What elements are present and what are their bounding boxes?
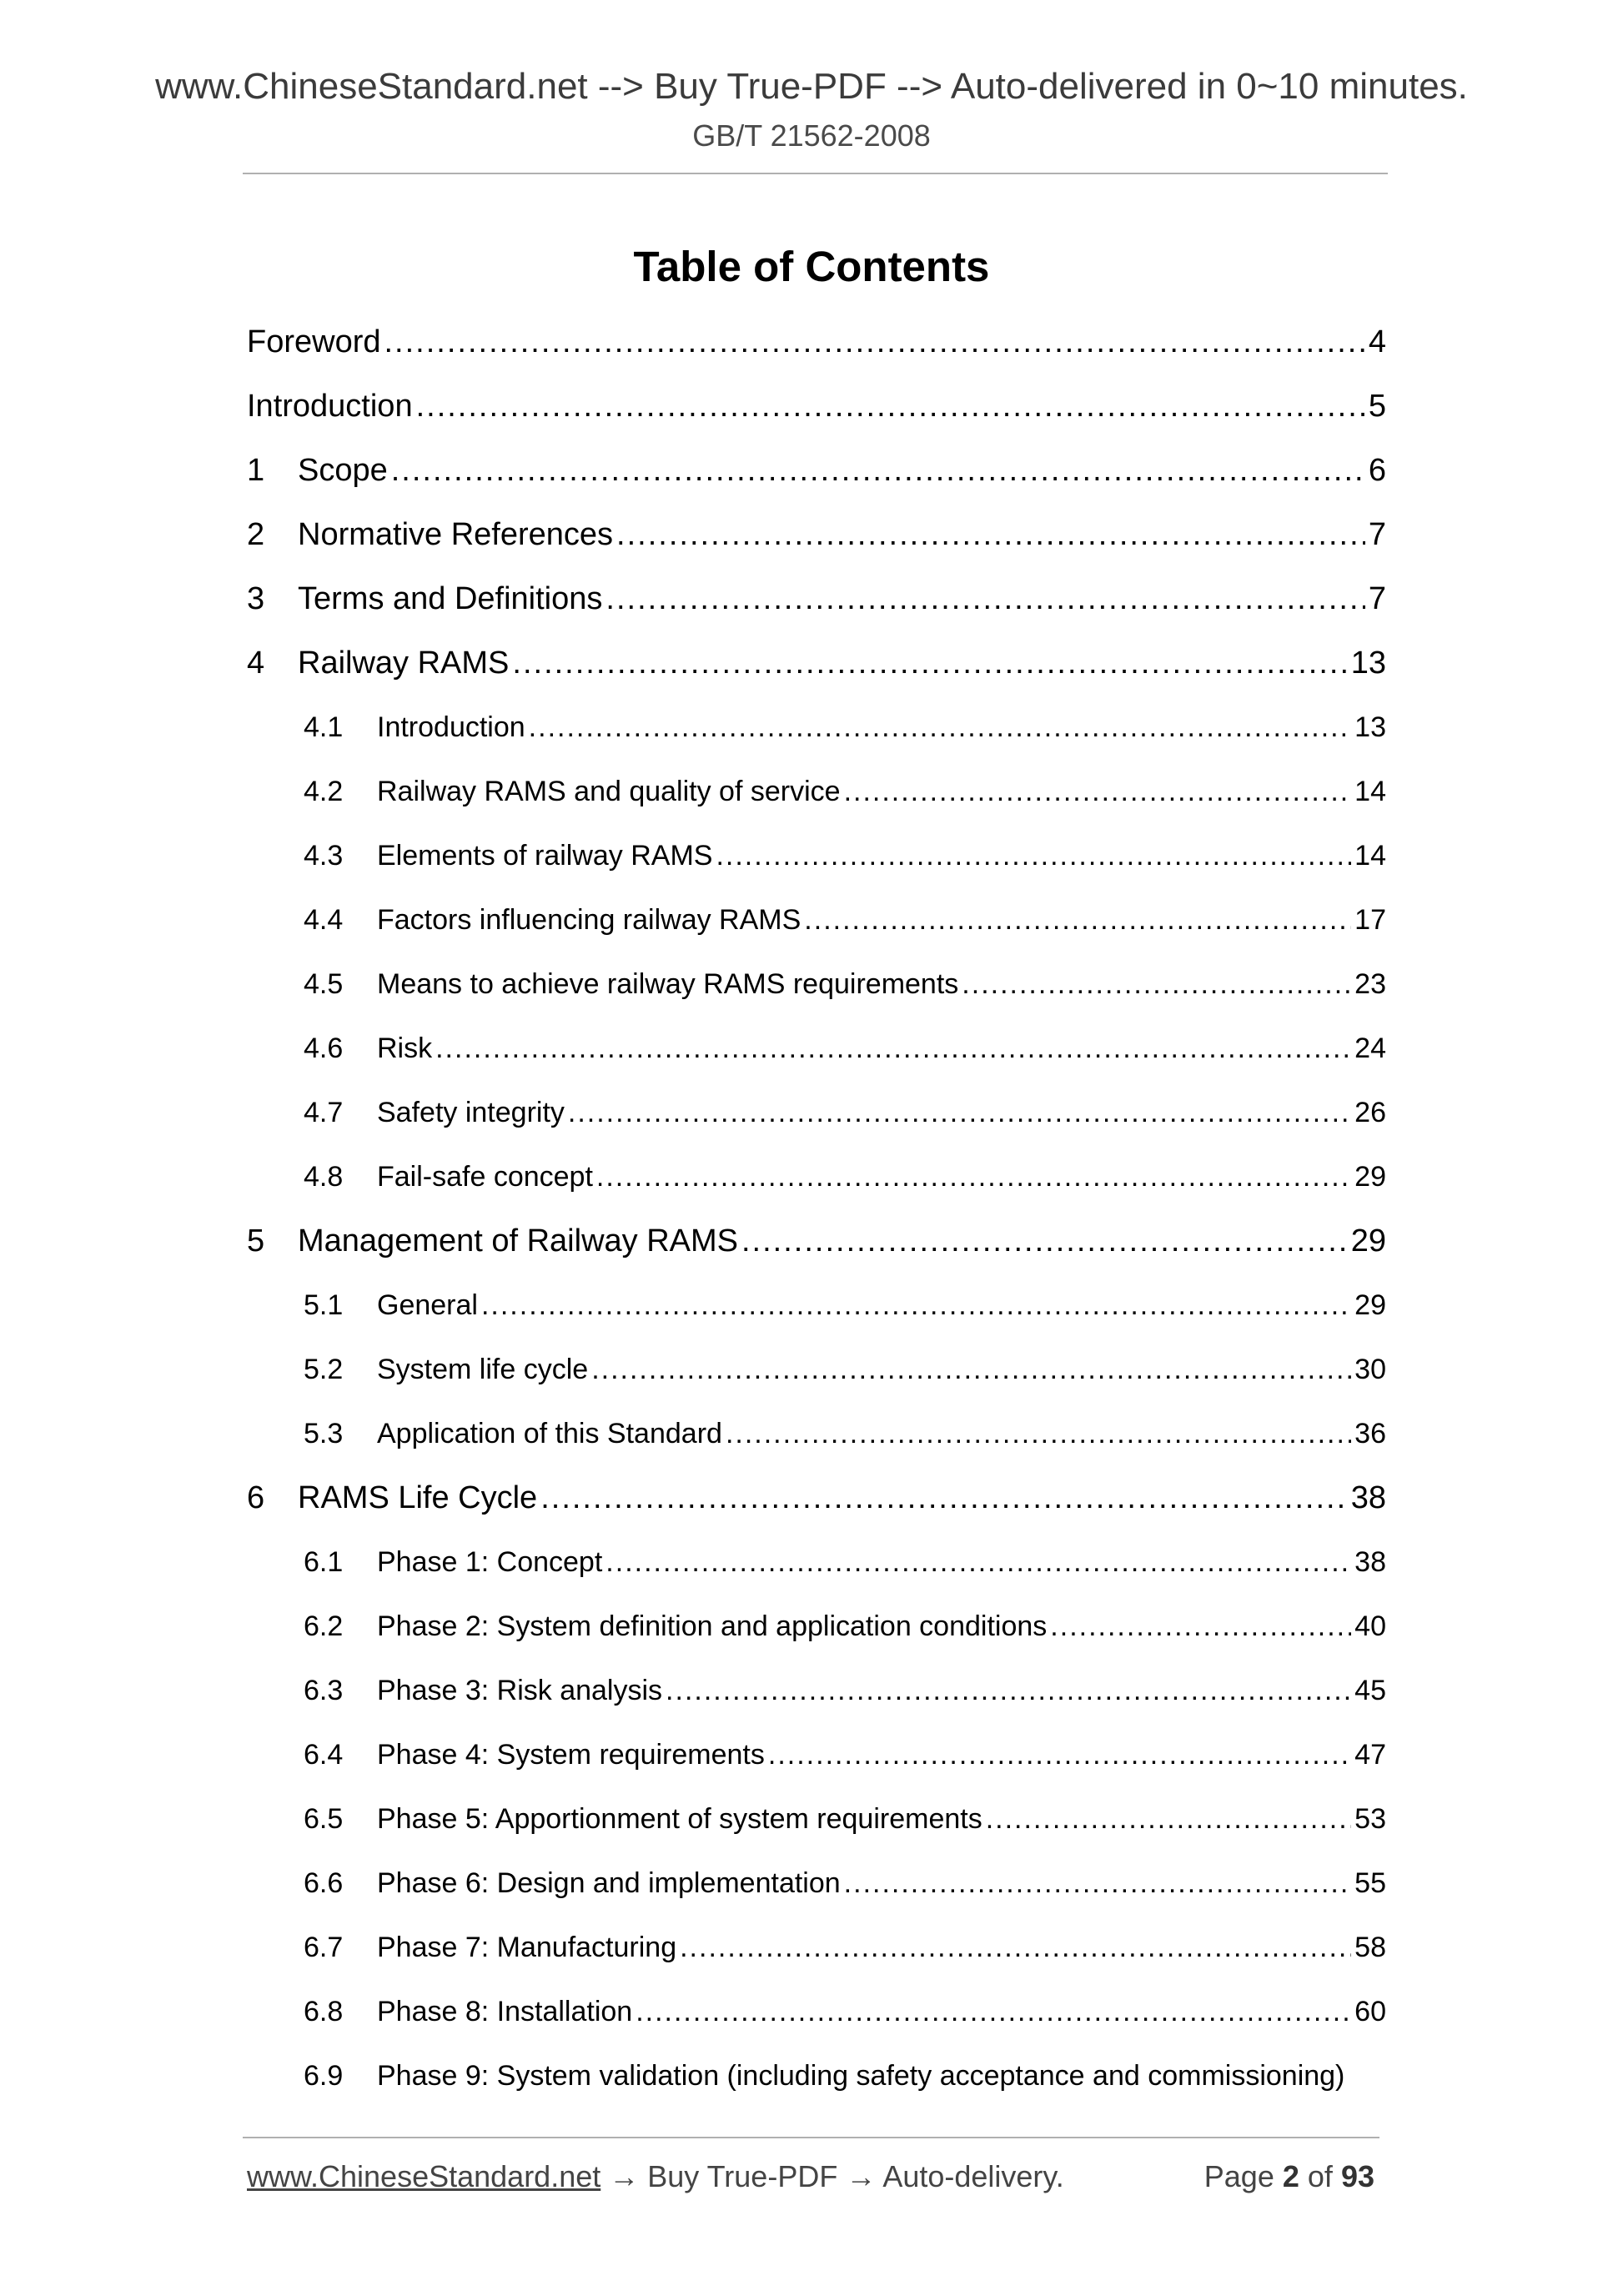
toc-entry[interactable] <box>247 1665 1386 1730</box>
toc-entry[interactable] <box>247 638 1386 702</box>
toc-entry[interactable] <box>247 1409 1386 1473</box>
toc-entry[interactable] <box>247 959 1386 1023</box>
toc-entry-page: 13 <box>1350 646 1386 681</box>
toc-entry-page: 5 <box>1368 389 1386 424</box>
toc-entry-number: 6.3 <box>304 1675 344 1706</box>
toc-entry-leader <box>804 895 1351 945</box>
page-prefix: Page <box>1203 2159 1274 2193</box>
toc-entry-number: 4.3 <box>304 840 344 872</box>
toc-entry-label: Phase 6: Design and implementation <box>377 1867 841 1899</box>
toc-entry[interactable] <box>247 895 1386 959</box>
toc-entry[interactable] <box>247 1473 1386 1537</box>
footer-promo <box>247 2155 1064 2198</box>
toc-entry-label: Means to achieve railway RAMS requirements <box>377 968 959 1000</box>
standard-number: GB/T 21562-2008 <box>692 118 931 153</box>
header-banner: www.ChineseStandard.net --> Buy True-PDF --> Auto-delivered in 0~10 minutes. <box>155 66 1468 107</box>
toc-entry-leader <box>666 1665 1351 1716</box>
toc-entry-leader <box>481 1280 1351 1330</box>
toc-entry-label: Phase 7: Manufacturing <box>377 1932 677 1963</box>
toc-entry-leader <box>605 574 1364 624</box>
toc-entry-page: 4 <box>1368 324 1386 359</box>
toc-entry-leader <box>962 959 1351 1009</box>
toc-entry-leader <box>986 1794 1351 1844</box>
toc-entry-page: 29 <box>1354 1289 1386 1321</box>
toc-entry-number: 5.2 <box>304 1354 344 1385</box>
toc-entry[interactable] <box>247 2051 1386 2115</box>
toc-entry-number: 1 <box>247 453 265 488</box>
toc-entry-number: 6.1 <box>304 1546 344 1578</box>
toc-entry-label: Fail-safe concept <box>377 1161 593 1193</box>
toc-entry-label: Terms and Definitions <box>298 581 603 616</box>
toc-entry-leader <box>844 766 1352 816</box>
toc-entry-leader <box>1050 1601 1351 1651</box>
toc-entry-label: Factors influencing railway RAMS <box>377 904 801 936</box>
toc-entry-page: 14 <box>1354 840 1386 872</box>
toc-entry-label: Phase 3: Risk analysis <box>377 1675 663 1706</box>
page-current: 2 <box>1282 2159 1299 2193</box>
toc-entry-label: System life cycle <box>377 1354 589 1385</box>
toc-entry-number: 4.4 <box>304 904 344 936</box>
toc-entry[interactable] <box>247 1537 1386 1601</box>
page-indicator <box>1204 2155 1374 2198</box>
toc-entry[interactable] <box>247 1922 1386 1987</box>
toc-entry[interactable] <box>247 1023 1386 1088</box>
toc-entry-label: Elements of railway RAMS <box>377 840 713 872</box>
toc-entry-page: 60 <box>1354 1996 1386 2027</box>
toc-entry-page: 29 <box>1354 1161 1386 1193</box>
toc-entry-leader <box>716 831 1351 881</box>
toc-entry-page: 17 <box>1354 904 1386 936</box>
toc-entry-label: Phase 8: Installation <box>377 1996 633 2027</box>
toc-entry-label: Scope <box>298 453 388 488</box>
toc-entry-number: 4.6 <box>304 1032 344 1064</box>
toc-entry-page: 36 <box>1354 1418 1386 1449</box>
toc-entry-leader <box>680 1922 1351 1972</box>
toc-entry-number: 6.4 <box>304 1739 344 1771</box>
toc-entry-number: 5.3 <box>304 1418 344 1449</box>
toc-entry-number: 5 <box>247 1223 265 1259</box>
toc-entry-page: 29 <box>1350 1223 1386 1259</box>
toc-entry-number: 6 <box>247 1480 265 1515</box>
toc-entry-page: 30 <box>1354 1354 1386 1385</box>
toc-entry-leader <box>435 1023 1351 1073</box>
page-total: 93 <box>1340 2159 1374 2193</box>
toc-entry[interactable] <box>247 1216 1386 1280</box>
toc-entry[interactable] <box>247 1730 1386 1794</box>
toc-entry-page: 58 <box>1354 1932 1386 1963</box>
toc-entry-page: 53 <box>1354 1803 1386 1835</box>
toc-entry-page: 26 <box>1354 1097 1386 1128</box>
toc-entry-label: Phase 4: System requirements <box>377 1739 765 1771</box>
toc-entry-label: Railway RAMS and quality of service <box>377 776 841 807</box>
footer-promo-text: → Buy True-PDF → Auto-delivery. <box>600 2159 1064 2193</box>
toc-entry[interactable] <box>247 1794 1386 1858</box>
toc-entry-page: 6 <box>1368 453 1386 488</box>
toc-entry-page: 7 <box>1368 517 1386 552</box>
toc-entry-label: Phase 2: System definition and application conditions <box>377 1610 1048 1642</box>
toc-entry[interactable] <box>247 702 1386 766</box>
toc-entry-page: 24 <box>1354 1032 1386 1064</box>
toc-entry-label: Railway RAMS <box>298 646 510 681</box>
toc-entry-leader <box>416 381 1365 431</box>
toc-entry[interactable] <box>247 1601 1386 1665</box>
toc-entry-leader <box>768 1730 1351 1780</box>
toc-entry-page: 38 <box>1350 1480 1386 1515</box>
toc-entry[interactable] <box>247 510 1386 574</box>
toc-entry-leader <box>636 1987 1351 2037</box>
toc-entry-page: 55 <box>1354 1867 1386 1899</box>
toc-entry-page: 7 <box>1368 581 1386 616</box>
toc-entry-number: 3 <box>247 581 265 616</box>
toc-entry[interactable] <box>247 381 1386 445</box>
toc-entry-leader <box>591 1344 1351 1394</box>
toc-entry-number: 4.2 <box>304 776 344 807</box>
toc-entry-number: 4.5 <box>304 968 344 1000</box>
footer-site-link[interactable]: www.ChineseStandard.net <box>247 2159 601 2193</box>
toc-entry-label: Management of Railway RAMS <box>298 1223 738 1259</box>
toc-entry-label: Normative References <box>298 517 614 552</box>
page-of: of <box>1307 2159 1333 2193</box>
toc-entry-page: 13 <box>1354 711 1386 743</box>
toc-entry[interactable] <box>247 1088 1386 1152</box>
toc-entry-label: Introduction <box>377 711 525 743</box>
toc-entry-label: Application of this Standard <box>377 1418 722 1449</box>
toc-entry-leader <box>391 445 1365 495</box>
toc-entry-leader <box>741 1216 1348 1266</box>
toc-entry-leader <box>616 510 1365 560</box>
toc-entry[interactable] <box>247 766 1386 831</box>
toc-entry-page: 14 <box>1354 776 1386 807</box>
toc-entry-leader <box>384 317 1365 367</box>
toc-entry-page: 45 <box>1354 1675 1386 1706</box>
toc-entry[interactable] <box>247 445 1386 510</box>
toc-entry-leader <box>844 1858 1352 1908</box>
footer-divider <box>243 2137 1379 2138</box>
toc-entry-number: 4.1 <box>304 711 344 743</box>
toc-entry-page: 38 <box>1354 1546 1386 1578</box>
toc-entry-leader <box>568 1088 1351 1138</box>
toc-entry-leader <box>512 638 1347 688</box>
toc-entry-leader <box>726 1409 1351 1459</box>
toc-entry-number: 6.5 <box>304 1803 344 1835</box>
toc-entry[interactable] <box>247 1152 1386 1216</box>
toc-entry-number: 6.8 <box>304 1996 344 2027</box>
toc-entry-number: 4.7 <box>304 1097 344 1128</box>
footer <box>247 2155 1383 2198</box>
toc-entry-label: General <box>377 1289 478 1321</box>
toc-entry-number: 6.2 <box>304 1610 344 1642</box>
toc-entry-leader <box>529 702 1352 752</box>
toc-entry-label: RAMS Life Cycle <box>298 1480 538 1515</box>
toc-entry-page: 40 <box>1354 1610 1386 1642</box>
toc-entry-label: Phase 1: Concept <box>377 1546 603 1578</box>
header-divider <box>243 173 1388 174</box>
toc-entry-label: Introduction <box>247 389 413 424</box>
toc-entry-page: 47 <box>1354 1739 1386 1771</box>
toc-entry[interactable] <box>247 1858 1386 1922</box>
toc-entry-leader <box>605 1537 1351 1587</box>
toc-entry-label: Foreword <box>247 324 381 359</box>
table-of-contents <box>247 317 1386 2115</box>
toc-entry-label: Phase 9: System validation (including safety acceptance and commissioning) <box>377 2060 1345 2092</box>
toc-entry-leader <box>596 1152 1351 1202</box>
toc-entry-label: Safety integrity <box>377 1097 565 1128</box>
toc-entry[interactable] <box>247 831 1386 895</box>
toc-entry-number: 4 <box>247 646 265 681</box>
toc-entry-number: 2 <box>247 517 265 552</box>
toc-entry-label: Risk <box>377 1032 433 1064</box>
toc-entry[interactable] <box>247 317 1386 381</box>
toc-entry-number: 6.7 <box>304 1932 344 1963</box>
toc-entry-leader <box>540 1473 1348 1523</box>
toc-entry[interactable] <box>247 1280 1386 1344</box>
toc-entry-label: Phase 5: Apportionment of system requirements <box>377 1803 982 1835</box>
toc-entry[interactable] <box>247 1344 1386 1409</box>
toc-entry[interactable] <box>247 574 1386 638</box>
toc-entry-number: 6.9 <box>304 2060 344 2092</box>
toc-entry[interactable] <box>247 1987 1386 2051</box>
toc-entry-number: 6.6 <box>304 1867 344 1899</box>
page-title: Table of Contents <box>633 243 990 290</box>
toc-entry-page: 23 <box>1354 968 1386 1000</box>
toc-entry-number: 5.1 <box>304 1289 344 1321</box>
toc-entry-number: 4.8 <box>304 1161 344 1193</box>
